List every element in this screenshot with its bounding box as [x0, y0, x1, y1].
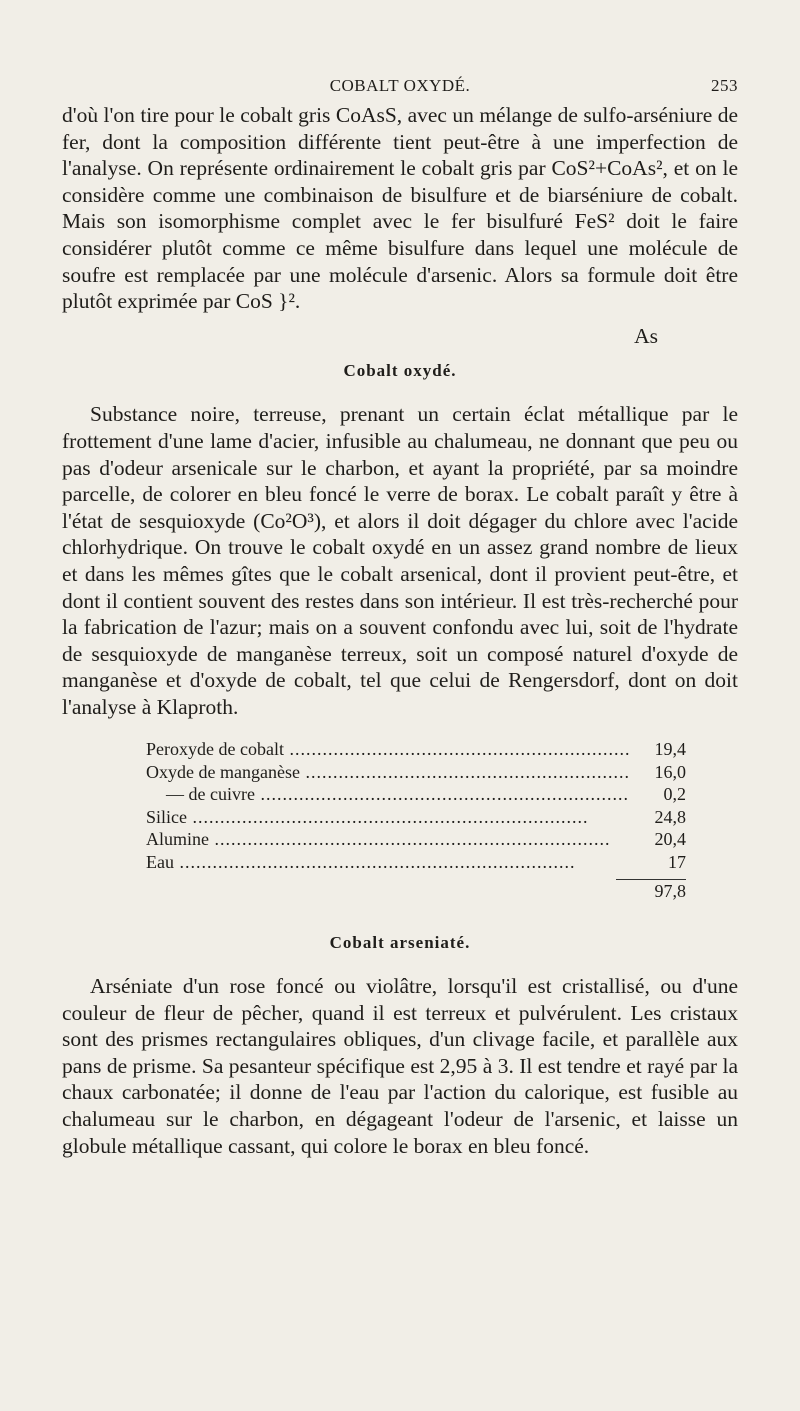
analysis-row: [146, 828, 686, 851]
intro-paragraph: d'où l'on tire pour le cobalt gris CoAsS, avec un mélange de sulfo-arséniure de fer, dont la composition différente tient peut-être à une imperfection de l'analyse. On représente ordinairement le cobalt gris par CoS²+CoAs², et on le considère comme une combinaison de bisulfure et de biarséniure de cobalt. Mais son isomorphisme complet avec le fer bisulfuré FeS² doit le faire considérer plutôt comme ce même bisulfure dans lequel une molécule de soufre est remplacée par une molécule d'arsenic. Alors sa formule doit être plutôt exprimée par CoS }².: [62, 103, 738, 314]
section-paragraph-cobalt-oxyde: Substance noire, terreuse, prenant un certain éclat métallique par le frottement d'une lame d'acier, infusible au chalumeau, ne donnant que peu ou pas d'odeur arsenicale sur le charbon, et ayant la propriété, par sa moindre parcelle, de colorer en bleu foncé le verre de borax. Le cobalt paraît y être à l'état de sesquioxyde (Co²O³), et alors il doit dégager du chlore avec l'acide chlorhydrique. On trouve le cobalt oxydé en un assez grand nombre de lieux et dans les mêmes gîtes que le cobalt arsenical, dont il provient peut-être, et dont il contient souvent des restes dans son intérieur. Il est très-recherché pour la fabrication de l'azur; mais on a souvent confondu avec lui, soit de l'hydrate de sesquioxyde de manganèse terreux, soit un composé naturel d'oxyde de manganèse et d'oxyde de cobalt, tel que celui de Rengersdorf, dont on doit l'analyse à Klaproth.: [62, 402, 738, 719]
analysis-row: [146, 783, 686, 806]
analysis-row: [146, 738, 686, 761]
analysis-value: 24,8: [654, 806, 686, 827]
analysis-label: Eau .....: [146, 851, 630, 874]
page-number: 253: [711, 76, 738, 95]
analysis-value: 19,4: [654, 739, 686, 760]
analysis-table: [146, 738, 686, 903]
section-cobalt-arseniate: [62, 933, 738, 1159]
analysis-label: Silice .....: [146, 806, 630, 829]
analysis-label: Oxyde de manganèse .....: [146, 761, 630, 784]
analysis-value: 16,0: [654, 761, 686, 782]
analysis-row: [146, 851, 686, 874]
section-heading-cobalt-arseniate: Cobalt arseniaté.: [329, 932, 471, 952]
analysis-value: 17: [668, 851, 686, 872]
running-title: COBALT OXYDÉ.: [329, 76, 471, 95]
analysis-total-row: [146, 880, 686, 903]
book-page: [62, 72, 738, 1159]
analysis-label: Alumine .....: [146, 828, 630, 851]
analysis-label: — de cuivre .....: [146, 783, 630, 806]
formula-continuation: As: [634, 323, 658, 348]
analysis-row: [146, 806, 686, 829]
analysis-label: Peroxyde de cobalt .....: [146, 738, 630, 761]
section-heading-cobalt-oxyde: Cobalt oxydé.: [343, 361, 457, 381]
analysis-value: 20,4: [654, 829, 686, 850]
analysis-value: 0,2: [663, 784, 686, 805]
analysis-row: [146, 761, 686, 784]
running-head: [62, 72, 738, 102]
analysis-total: 97,8: [654, 881, 686, 902]
section-paragraph-cobalt-arseniate: Arséniate d'un rose foncé ou violâtre, lorsqu'il est cristallisé, ou d'une couleur de fleur de pêcher, quand il est terreux et pulvérulent. Les cristaux sont des prismes rectangulaires obliques, d'un clivage facile, et parallèle aux pans de prisme. Sa pesanteur spécifique est 2,95 à 3. Il est tendre et rayé par la chaux carbonatée; il donne de l'eau par l'action du calorique, est fusible au chalumeau sur le charbon, en dégageant l'odeur de l'arsenic, et laisse un globule métallique cassant, qui colore le borax en bleu foncé.: [62, 973, 738, 1158]
